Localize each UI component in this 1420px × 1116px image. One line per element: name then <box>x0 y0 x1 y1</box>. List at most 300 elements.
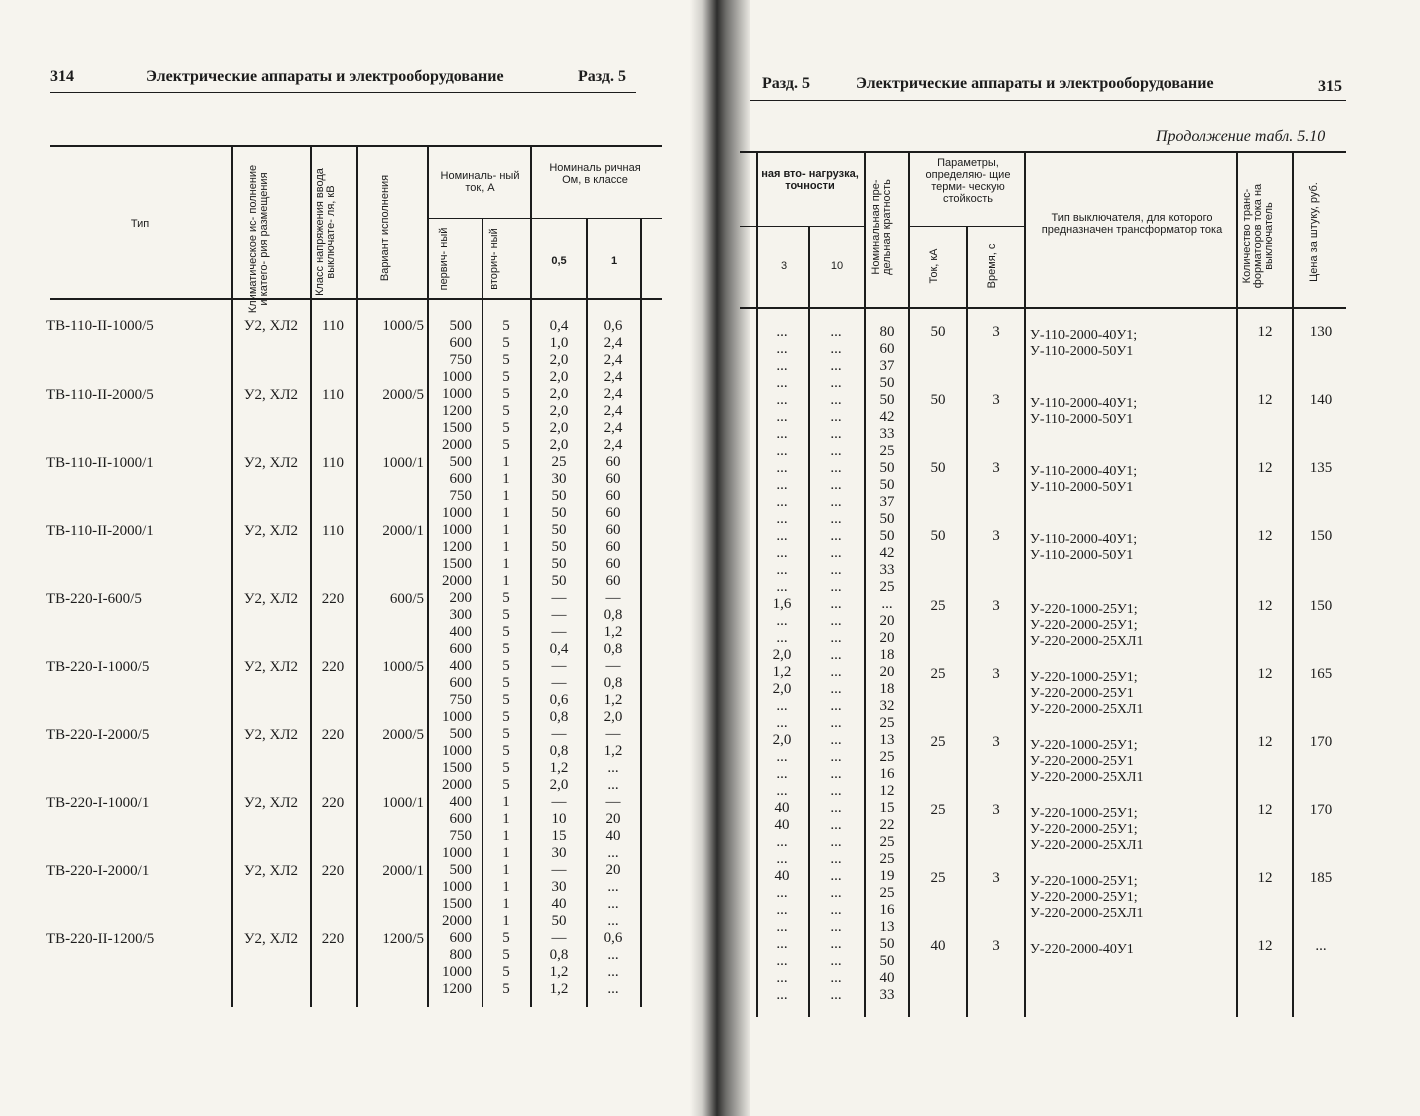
voltage-class-cell: 220 <box>321 591 345 607</box>
multiplicity-cell: 37 <box>879 494 895 510</box>
quantity-cell: 12 <box>1257 528 1273 544</box>
secondary-current-cell: 5 <box>502 930 510 946</box>
primary-current-cell: 500 <box>449 726 472 742</box>
primary-current-cell: 800 <box>449 947 472 963</box>
secondary-current-cell: 5 <box>502 590 510 606</box>
breaker-model-line: У-110-2000-40У1; <box>1030 532 1138 547</box>
hdr-secondary: вторич- ный <box>488 228 500 290</box>
secondary-current-cell: 1 <box>502 488 510 504</box>
time-s-cell: 3 <box>992 528 1000 544</box>
breaker-model-line: У-110-2000-40У1; <box>1030 396 1138 411</box>
current-ka-cell: 25 <box>930 802 946 818</box>
quantity-cell: 12 <box>1257 802 1273 818</box>
breaker-model-line: У-220-2000-25У1 <box>1030 686 1134 701</box>
quantity-cell: 12 <box>1257 598 1273 614</box>
class-3-cell: ... <box>776 715 788 731</box>
class-10-cell: ... <box>830 868 842 884</box>
load-class-05-cell: 50 <box>551 913 567 929</box>
primary-current-cell: 1500 <box>442 760 472 776</box>
current-ka-cell: 25 <box>930 666 946 682</box>
load-class-1-cell: 60 <box>605 471 621 487</box>
hdr-class-10: 10 <box>830 260 844 272</box>
breaker-model-line: У-220-2000-25У1 <box>1030 754 1134 769</box>
breaker-model-line: У-220-2000-25ХЛ1 <box>1030 770 1144 785</box>
load-class-1-cell: — <box>605 726 621 742</box>
right-col-divider <box>864 151 866 1017</box>
primary-current-cell: 300 <box>449 607 472 623</box>
class-10-cell: ... <box>830 970 842 986</box>
secondary-current-cell: 1 <box>502 811 510 827</box>
price-cell: 140 <box>1309 392 1333 408</box>
hdr-class-05: 0,5 <box>551 255 567 267</box>
primary-current-cell: 750 <box>449 828 472 844</box>
multiplicity-cell: 20 <box>879 630 895 646</box>
secondary-current-cell: 1 <box>502 862 510 878</box>
multiplicity-cell: 50 <box>879 936 895 952</box>
class-3-cell: 2,0 <box>772 732 792 748</box>
right-col-divider <box>1236 151 1238 1017</box>
secondary-current-cell: 5 <box>502 947 510 963</box>
hdr-rated-load: Номиналь ричная Ом, в классе <box>549 162 641 186</box>
current-ka-cell: 50 <box>930 392 946 408</box>
primary-current-cell: 1000 <box>442 386 472 402</box>
price-cell: 150 <box>1309 528 1333 544</box>
load-class-1-cell: 0,8 <box>603 607 623 623</box>
breaker-type-cell <box>1030 464 1137 496</box>
multiplicity-cell: 50 <box>879 392 895 408</box>
multiplicity-cell: 25 <box>879 749 895 765</box>
multiplicity-cell: 50 <box>879 953 895 969</box>
left-subheader-rule <box>428 218 662 219</box>
class-3-cell: ... <box>776 970 788 986</box>
primary-current-cell: 2000 <box>442 437 472 453</box>
class-10-cell: ... <box>830 715 842 731</box>
primary-current-cell: 600 <box>449 811 472 827</box>
climate-cell: У2, ХЛ2 <box>243 318 299 334</box>
voltage-class-cell: 110 <box>322 318 344 334</box>
class-10-cell: ... <box>830 953 842 969</box>
load-class-05-cell: 10 <box>551 811 567 827</box>
climate-cell: У2, ХЛ2 <box>243 455 299 471</box>
load-class-05-cell: 2,0 <box>549 369 569 385</box>
load-class-05-cell: — <box>551 930 567 946</box>
multiplicity-cell: 22 <box>879 817 895 833</box>
load-class-1-cell: 60 <box>605 573 621 589</box>
class-10-cell: ... <box>830 579 842 595</box>
secondary-current-cell: 5 <box>502 964 510 980</box>
secondary-current-cell: 5 <box>502 709 510 725</box>
load-class-1-cell: ... <box>607 760 619 776</box>
class-10-cell: ... <box>830 698 842 714</box>
breaker-type-cell <box>1030 670 1144 718</box>
breaker-type-cell <box>1030 532 1137 564</box>
breaker-model-line: У-220-1000-25У1; <box>1030 806 1138 821</box>
type-cell: ТВ-110-II-1000/5 <box>46 318 154 334</box>
secondary-current-cell: 5 <box>502 403 510 419</box>
load-class-1-cell: 2,4 <box>603 437 623 453</box>
quantity-cell: 12 <box>1257 666 1273 682</box>
primary-current-cell: 1500 <box>442 556 472 572</box>
climate-cell: У2, ХЛ2 <box>243 387 299 403</box>
multiplicity-cell: 33 <box>879 426 895 442</box>
variant-cell: 1000/5 <box>382 318 424 334</box>
load-class-1-cell: ... <box>607 981 619 997</box>
class-10-cell: ... <box>830 800 842 816</box>
breaker-model-line: У-110-2000-40У1; <box>1030 464 1138 479</box>
hdr-thermal: Параметры, определяю- щие терми- ческую стойкость <box>925 157 1011 205</box>
load-class-1-cell: — <box>605 794 621 810</box>
class-3-cell: ... <box>776 987 788 1003</box>
secondary-current-cell: 1 <box>502 471 510 487</box>
class-10-cell: ... <box>830 409 842 425</box>
type-cell: ТВ-220-I-1000/1 <box>46 795 150 811</box>
type-cell: ТВ-220-I-600/5 <box>46 591 142 607</box>
primary-current-cell: 600 <box>449 930 472 946</box>
right-table-header-bottom-rule <box>740 307 1346 309</box>
secondary-current-cell: 5 <box>502 658 510 674</box>
breaker-type-cell <box>1030 738 1144 786</box>
current-ka-cell: 25 <box>930 598 946 614</box>
multiplicity-cell: 37 <box>879 358 895 374</box>
multiplicity-cell: 25 <box>879 885 895 901</box>
primary-current-cell: 1000 <box>442 743 472 759</box>
right-section-label: Разд. 5 <box>762 75 811 92</box>
load-class-1-cell: 20 <box>605 811 621 827</box>
class-3-cell: ... <box>776 834 788 850</box>
multiplicity-cell: 16 <box>879 902 895 918</box>
class-3-cell: ... <box>776 851 788 867</box>
load-class-1-cell: 0,6 <box>603 930 623 946</box>
right-col-divider <box>756 151 758 1017</box>
load-class-1-cell: ... <box>607 947 619 963</box>
class-10-cell: ... <box>830 375 842 391</box>
secondary-current-cell: 5 <box>502 420 510 436</box>
class-10-cell: ... <box>830 562 842 578</box>
right-col-divider <box>808 226 810 1017</box>
load-class-1-cell: 60 <box>605 522 621 538</box>
multiplicity-cell: 25 <box>879 715 895 731</box>
load-class-05-cell: 1,0 <box>549 335 569 351</box>
secondary-current-cell: 1 <box>502 505 510 521</box>
hdr-primary: первич- ный <box>438 227 450 291</box>
load-class-05-cell: 30 <box>551 879 567 895</box>
multiplicity-cell: 32 <box>879 698 895 714</box>
class-10-cell: ... <box>830 919 842 935</box>
climate-cell: У2, ХЛ2 <box>243 523 299 539</box>
class-3-cell: 1,6 <box>772 596 792 612</box>
time-s-cell: 3 <box>992 460 1000 476</box>
secondary-current-cell: 5 <box>502 352 510 368</box>
left-col-divider <box>586 218 588 1007</box>
variant-cell: 1000/5 <box>382 659 424 675</box>
class-3-cell: ... <box>776 613 788 629</box>
class-3-cell: ... <box>776 749 788 765</box>
hdr-rated-current: Номиналь- ный ток, А <box>440 170 520 194</box>
secondary-current-cell: 5 <box>502 641 510 657</box>
load-class-05-cell: — <box>551 658 567 674</box>
secondary-current-cell: 1 <box>502 913 510 929</box>
breaker-model-line: У-110-2000-50У1 <box>1030 548 1134 563</box>
secondary-current-cell: 5 <box>502 692 510 708</box>
load-class-05-cell: 0,4 <box>549 318 569 334</box>
quantity-cell: 12 <box>1257 734 1273 750</box>
load-class-05-cell: 50 <box>551 488 567 504</box>
multiplicity-cell: 42 <box>879 545 895 561</box>
multiplicity-cell: 40 <box>879 970 895 986</box>
primary-current-cell: 1000 <box>442 709 472 725</box>
hdr-voltage-class: Класс напряжения ввода выключате- ля, кВ <box>314 168 337 296</box>
variant-cell: 600/5 <box>389 591 424 607</box>
class-10-cell: ... <box>830 324 842 340</box>
voltage-class-cell: 220 <box>321 931 345 947</box>
load-class-05-cell: 40 <box>551 896 567 912</box>
col-load-class-1 <box>590 318 636 998</box>
right-col-divider <box>966 226 968 1017</box>
class-10-cell: ... <box>830 545 842 561</box>
multiplicity-cell: 19 <box>879 868 895 884</box>
load-class-05-cell: 50 <box>551 573 567 589</box>
climate-cell: У2, ХЛ2 <box>243 863 299 879</box>
class-10-cell: ... <box>830 936 842 952</box>
right-page <box>700 0 1420 1116</box>
current-ka-cell: 50 <box>930 460 946 476</box>
breaker-model-line: У-220-2000-25ХЛ1 <box>1030 838 1144 853</box>
multiplicity-cell: 15 <box>879 800 895 816</box>
load-class-05-cell: 2,0 <box>549 386 569 402</box>
secondary-current-cell: 5 <box>502 981 510 997</box>
load-class-05-cell: 1,2 <box>549 964 569 980</box>
right-col-divider <box>1292 151 1294 1017</box>
load-class-1-cell: 2,4 <box>603 352 623 368</box>
primary-current-cell: 2000 <box>442 913 472 929</box>
price-cell: 135 <box>1309 460 1333 476</box>
time-s-cell: 3 <box>992 666 1000 682</box>
class-10-cell: ... <box>830 630 842 646</box>
primary-current-cell: 2000 <box>442 573 472 589</box>
class-10-cell: ... <box>830 749 842 765</box>
left-col-divider <box>530 145 532 1007</box>
secondary-current-cell: 1 <box>502 539 510 555</box>
load-class-05-cell: 2,0 <box>549 437 569 453</box>
load-class-1-cell: 60 <box>605 539 621 555</box>
multiplicity-cell: 12 <box>879 783 895 799</box>
load-class-05-cell: — <box>551 726 567 742</box>
breaker-model-line: У-220-1000-25У1; <box>1030 602 1138 617</box>
load-class-05-cell: 2,0 <box>549 403 569 419</box>
primary-current-cell: 2000 <box>442 777 472 793</box>
load-class-05-cell: 50 <box>551 556 567 572</box>
multiplicity-cell: 50 <box>879 528 895 544</box>
class-3-cell: ... <box>776 528 788 544</box>
load-class-1-cell: ... <box>607 845 619 861</box>
secondary-current-cell: 5 <box>502 777 510 793</box>
class-3-cell: ... <box>776 426 788 442</box>
load-class-05-cell: — <box>551 590 567 606</box>
multiplicity-cell: 16 <box>879 766 895 782</box>
right-page-number: 315 <box>1318 78 1342 95</box>
col-load-class-05 <box>536 318 582 998</box>
secondary-current-cell: 1 <box>502 454 510 470</box>
multiplicity-cell: 25 <box>879 579 895 595</box>
load-class-05-cell: 15 <box>551 828 567 844</box>
multiplicity-cell: ... <box>881 596 893 612</box>
quantity-cell: 12 <box>1257 324 1273 340</box>
multiplicity-cell: 20 <box>879 613 895 629</box>
load-class-05-cell: 1,2 <box>549 760 569 776</box>
breaker-model-line: У-220-2000-40У1 <box>1030 942 1134 957</box>
col-class-10 <box>812 324 860 1004</box>
breaker-model-line: У-220-1000-25У1; <box>1030 738 1138 753</box>
load-class-1-cell: 60 <box>605 505 621 521</box>
primary-current-cell: 400 <box>449 624 472 640</box>
load-class-05-cell: 0,8 <box>549 947 569 963</box>
load-class-05-cell: 2,0 <box>549 420 569 436</box>
secondary-current-cell: 5 <box>502 335 510 351</box>
secondary-current-cell: 1 <box>502 794 510 810</box>
multiplicity-cell: 18 <box>879 681 895 697</box>
right-col-divider <box>908 151 910 1017</box>
breaker-model-line: У-220-2000-25ХЛ1 <box>1030 702 1144 717</box>
voltage-class-cell: 110 <box>322 523 344 539</box>
hdr-type: Тип <box>130 218 150 230</box>
class-10-cell: ... <box>830 851 842 867</box>
right-table-top-rule <box>740 151 1346 153</box>
secondary-current-cell: 1 <box>502 556 510 572</box>
time-s-cell: 3 <box>992 392 1000 408</box>
book-gutter-shadow <box>690 0 750 1116</box>
load-class-1-cell: ... <box>607 777 619 793</box>
breaker-type-cell <box>1030 806 1144 854</box>
quantity-cell: 12 <box>1257 870 1273 886</box>
col-primary-current <box>432 318 472 998</box>
load-class-1-cell: ... <box>607 964 619 980</box>
class-3-cell: 2,0 <box>772 647 792 663</box>
primary-current-cell: 600 <box>449 471 472 487</box>
breaker-model-line: У-220-2000-25ХЛ1 <box>1030 906 1144 921</box>
multiplicity-cell: 25 <box>879 443 895 459</box>
load-class-05-cell: 0,8 <box>549 743 569 759</box>
class-10-cell: ... <box>830 511 842 527</box>
quantity-cell: 12 <box>1257 392 1273 408</box>
current-ka-cell: 50 <box>930 324 946 340</box>
col-class-3 <box>760 324 804 1004</box>
class-10-cell: ... <box>830 783 842 799</box>
secondary-current-cell: 5 <box>502 624 510 640</box>
class-10-cell: ... <box>830 426 842 442</box>
secondary-current-cell: 1 <box>502 573 510 589</box>
current-ka-cell: 50 <box>930 528 946 544</box>
primary-current-cell: 1500 <box>442 420 472 436</box>
class-10-cell: ... <box>830 664 842 680</box>
variant-cell: 2000/1 <box>382 863 424 879</box>
hdr-quantity: Количество транс- форматоров тока на выключатель <box>1241 183 1275 289</box>
load-class-1-cell: 2,4 <box>603 420 623 436</box>
price-cell: ... <box>1315 938 1327 954</box>
hdr-secondary-load: ная вто- нагрузка, точности <box>761 168 859 192</box>
breaker-type-cell <box>1030 942 1134 958</box>
variant-cell: 1000/1 <box>382 455 424 471</box>
voltage-class-cell: 110 <box>322 455 344 471</box>
load-class-05-cell: 30 <box>551 471 567 487</box>
breaker-model-line: У-220-2000-25У1; <box>1030 890 1138 905</box>
type-cell: ТВ-220-I-1000/5 <box>46 659 150 675</box>
load-class-05-cell: — <box>551 862 567 878</box>
class-3-cell: ... <box>776 698 788 714</box>
col-multiplicity <box>868 324 906 1004</box>
multiplicity-cell: 33 <box>879 562 895 578</box>
secondary-current-cell: 5 <box>502 743 510 759</box>
price-cell: 170 <box>1309 802 1333 818</box>
secondary-current-cell: 5 <box>502 675 510 691</box>
class-3-cell: ... <box>776 392 788 408</box>
voltage-class-cell: 220 <box>321 659 345 675</box>
load-class-1-cell: ... <box>607 913 619 929</box>
load-class-05-cell: 1,2 <box>549 981 569 997</box>
right-subheader-rule <box>910 226 1026 227</box>
load-class-1-cell: 0,6 <box>603 318 623 334</box>
class-10-cell: ... <box>830 443 842 459</box>
time-s-cell: 3 <box>992 802 1000 818</box>
class-3-cell: ... <box>776 375 788 391</box>
breaker-model-line: У-110-2000-40У1; <box>1030 328 1138 343</box>
left-col-divider <box>640 218 642 1007</box>
variant-cell: 2000/5 <box>382 387 424 403</box>
hdr-current-ka: Ток, кА <box>928 248 940 284</box>
class-3-cell: ... <box>776 885 788 901</box>
load-class-1-cell: 2,4 <box>603 403 623 419</box>
load-class-1-cell: ... <box>607 879 619 895</box>
load-class-1-cell: ... <box>607 896 619 912</box>
primary-current-cell: 1200 <box>442 539 472 555</box>
left-col-divider <box>427 145 429 1007</box>
hdr-class-3: 3 <box>780 260 788 272</box>
load-class-1-cell: 2,4 <box>603 386 623 402</box>
class-10-cell: ... <box>830 885 842 901</box>
variant-cell: 2000/5 <box>382 727 424 743</box>
type-cell: ТВ-220-I-2000/1 <box>46 863 150 879</box>
primary-current-cell: 1000 <box>442 845 472 861</box>
left-page <box>0 0 700 1116</box>
price-cell: 130 <box>1309 324 1333 340</box>
multiplicity-cell: 50 <box>879 477 895 493</box>
primary-current-cell: 750 <box>449 352 472 368</box>
breaker-type-cell <box>1030 874 1144 922</box>
hdr-variant: Вариант исполнения <box>379 174 391 282</box>
breaker-model-line: У-220-2000-25У1; <box>1030 618 1138 633</box>
primary-current-cell: 400 <box>449 794 472 810</box>
hdr-breaker-type: Тип выключателя, для которого предназначен трансформатор тока <box>1041 212 1223 236</box>
class-3-cell: ... <box>776 953 788 969</box>
load-class-05-cell: 50 <box>551 522 567 538</box>
hdr-climate: Климатическое ис- полнение и катего- рия размещения <box>247 164 270 314</box>
type-cell: ТВ-220-I-2000/5 <box>46 727 150 743</box>
secondary-current-cell: 5 <box>502 726 510 742</box>
class-10-cell: ... <box>830 596 842 612</box>
load-class-05-cell: 2,0 <box>549 352 569 368</box>
continuation-caption: Продолжение табл. 5.10 <box>1156 128 1326 145</box>
secondary-current-cell: 5 <box>502 607 510 623</box>
current-ka-cell: 40 <box>930 938 946 954</box>
time-s-cell: 3 <box>992 324 1000 340</box>
class-3-cell: ... <box>776 460 788 476</box>
class-10-cell: ... <box>830 766 842 782</box>
load-class-1-cell: 1,2 <box>603 624 623 640</box>
breaker-type-cell <box>1030 602 1144 650</box>
primary-current-cell: 500 <box>449 318 472 334</box>
class-10-cell: ... <box>830 817 842 833</box>
load-class-05-cell: 25 <box>551 454 567 470</box>
primary-current-cell: 600 <box>449 675 472 691</box>
